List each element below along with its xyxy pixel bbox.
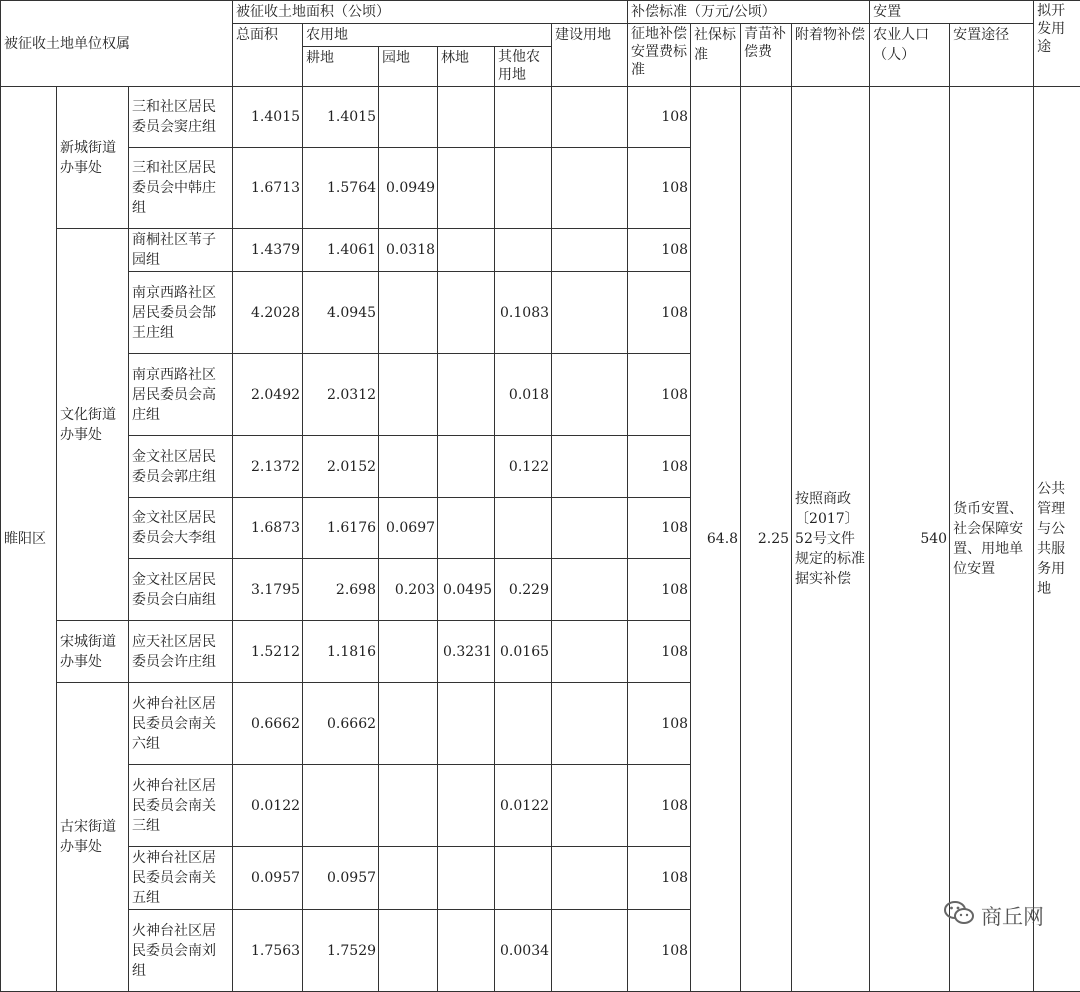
arable-cell: 1.1816 [303,621,379,683]
street-cell: 文化街道办事处 [57,229,129,621]
std-cell: 108 [628,272,691,354]
construction-cell [552,621,628,683]
forest-cell [438,847,495,910]
social-value: 64.8 [691,87,741,992]
social-header: 社保标准 [691,24,741,87]
other-cell [495,87,552,148]
forest-cell [438,683,495,765]
unit-cell: 南京西路社区居民委员会高庄组 [129,354,233,436]
arable-cell: 4.0945 [303,272,379,354]
std-cell: 108 [628,498,691,559]
total-cell: 1.4379 [233,229,303,272]
std-cell: 108 [628,148,691,229]
total-area-header: 总面积 [233,24,303,87]
garden-cell [379,272,438,354]
construction-cell [552,272,628,354]
other-cell: 0.1083 [495,272,552,354]
wechat-icon [943,899,975,932]
std-cell: 108 [628,683,691,765]
resettle-way-header: 安置途径 [950,24,1034,87]
arable-cell [303,765,379,847]
unit-cell: 金文社区居民委员会白庙组 [129,559,233,621]
construction-cell [552,683,628,765]
construction-cell [552,148,628,229]
total-cell: 3.1795 [233,559,303,621]
arable-cell: 0.0957 [303,847,379,910]
total-cell: 1.4015 [233,87,303,148]
total-cell: 2.1372 [233,436,303,498]
garden-cell [379,621,438,683]
arable-cell: 1.4061 [303,229,379,272]
garden-cell [379,910,438,992]
arable-cell: 2.0152 [303,436,379,498]
other-cell: 0.122 [495,436,552,498]
forest-cell [438,498,495,559]
construction-cell [552,847,628,910]
owner-header: 被征收土地单位权属 [1,1,233,87]
total-cell: 1.6873 [233,498,303,559]
crop-value: 2.25 [741,87,792,992]
street-cell: 古宋街道办事处 [57,683,129,992]
garden-cell: 0.203 [379,559,438,621]
forest-cell [438,436,495,498]
construction-cell [552,559,628,621]
arable-cell: 1.6176 [303,498,379,559]
unit-cell: 商桐社区苇子园组 [129,229,233,272]
comp-group-header: 补偿标准（万元/公顷） [628,1,870,24]
unit-cell: 火神台社区居民委员会南关五组 [129,847,233,910]
forest-cell [438,765,495,847]
construction-cell [552,436,628,498]
garden-cell [379,87,438,148]
construction-cell [552,498,628,559]
garden-cell [379,847,438,910]
district-cell: 睢阳区 [1,87,57,992]
forest-cell [438,87,495,148]
forest-cell: 0.0495 [438,559,495,621]
unit-cell: 金文社区居民委员会大李组 [129,498,233,559]
total-cell: 4.2028 [233,272,303,354]
std-cell: 108 [628,559,691,621]
watermark [943,899,1044,932]
other-cell [495,683,552,765]
other-cell [495,498,552,559]
garden-header: 园地 [379,47,438,87]
other-cell: 0.229 [495,559,552,621]
construction-header: 建设用地 [552,24,628,87]
arable-cell: 1.4015 [303,87,379,148]
forest-cell [438,229,495,272]
std-cell: 108 [628,621,691,683]
street-cell: 新城街道办事处 [57,87,129,229]
construction-cell [552,229,628,272]
use-value: 公共管理与公共服务用地 [1034,87,1080,992]
street-cell: 宋城街道办事处 [57,621,129,683]
garden-cell: 0.0697 [379,498,438,559]
arable-cell: 0.6662 [303,683,379,765]
std-cell: 108 [628,436,691,498]
arable-cell: 2.0312 [303,354,379,436]
total-cell: 0.0957 [233,847,303,910]
table-row [1,87,1080,148]
arable-header: 耕地 [303,47,379,87]
unit-cell: 火神台社区居民委员会南刘组 [129,910,233,992]
forest-cell [438,354,495,436]
garden-cell [379,683,438,765]
use-header: 拟开发用途 [1034,1,1080,87]
forest-header: 林地 [438,47,495,87]
arable-cell: 1.5764 [303,148,379,229]
other-cell: 0.018 [495,354,552,436]
resettle-way-value: 货币安置、社会保障安置、用地单位安置 [950,87,1034,992]
std-cell: 108 [628,354,691,436]
forest-cell: 0.3231 [438,621,495,683]
garden-cell [379,765,438,847]
other-farm-header: 其他农用地 [495,47,552,87]
garden-cell [379,436,438,498]
unit-cell: 南京西路社区居民委员会郜王庄组 [129,272,233,354]
land-comp-header: 征地补偿安置费标准 [628,24,691,87]
construction-cell [552,354,628,436]
unit-cell: 三和社区居民委员会窦庄组 [129,87,233,148]
unit-cell: 金文社区居民委员会郭庄组 [129,436,233,498]
forest-cell [438,148,495,229]
arable-cell: 1.7529 [303,910,379,992]
attach-header: 附着物补偿 [792,24,870,87]
unit-cell: 三和社区居民委员会中韩庄组 [129,148,233,229]
total-cell: 0.6662 [233,683,303,765]
garden-cell [379,354,438,436]
unit-cell: 火神台社区居民委员会南关三组 [129,765,233,847]
construction-cell [552,87,628,148]
other-cell: 0.0165 [495,621,552,683]
std-cell: 108 [628,847,691,910]
forest-cell [438,910,495,992]
std-cell: 108 [628,87,691,148]
forest-cell [438,272,495,354]
garden-cell: 0.0949 [379,148,438,229]
std-cell: 108 [628,910,691,992]
other-cell [495,847,552,910]
total-cell: 2.0492 [233,354,303,436]
other-cell: 0.0034 [495,910,552,992]
area-group-header: 被征收土地面积（公顷） [233,1,628,24]
construction-cell [552,765,628,847]
other-cell: 0.0122 [495,765,552,847]
other-cell [495,229,552,272]
agri-pop-value: 540 [870,87,950,992]
unit-cell: 火神台社区居民委员会南关六组 [129,683,233,765]
attach-value: 按照商政〔2017〕52号文件规定的标准据实补偿 [792,87,870,992]
construction-cell [552,910,628,992]
unit-cell: 应天社区居民委员会许庄组 [129,621,233,683]
crop-header: 青苗补偿费 [741,24,792,87]
farmland-group-header: 农用地 [303,24,552,47]
std-cell: 108 [628,765,691,847]
other-cell [495,148,552,229]
agri-pop-header: 农业人口（人） [870,24,950,87]
total-cell: 1.5212 [233,621,303,683]
total-cell: 0.0122 [233,765,303,847]
total-cell: 1.7563 [233,910,303,992]
watermark-text: 商丘网 [981,901,1044,931]
std-cell: 108 [628,229,691,272]
garden-cell: 0.0318 [379,229,438,272]
arable-cell: 2.698 [303,559,379,621]
resettle-group-header: 安置 [870,1,1034,24]
total-cell: 1.6713 [233,148,303,229]
